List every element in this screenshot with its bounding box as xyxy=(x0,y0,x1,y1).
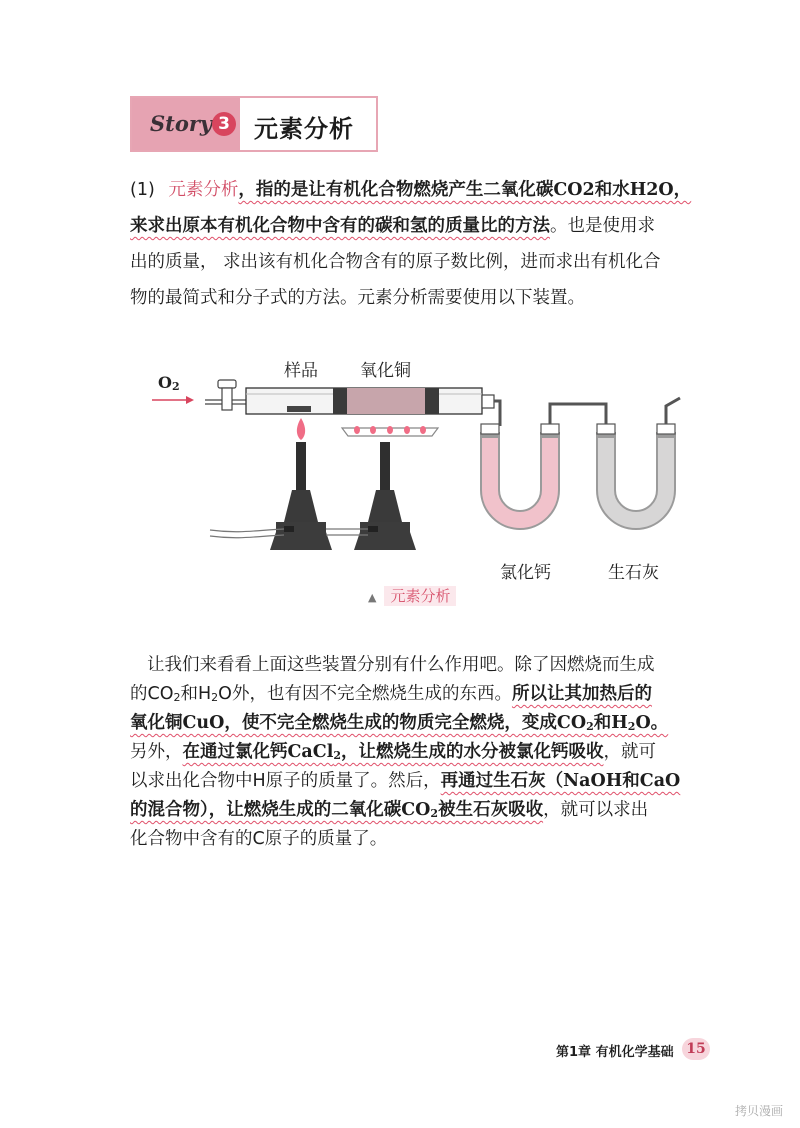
subscript: 2 xyxy=(627,720,636,733)
text-span: ，就可以求出 xyxy=(543,800,649,820)
text-span: 以求出化合物中H原子的质量了。然后， xyxy=(130,771,441,791)
cuo-label: 氧化铜 xyxy=(360,361,411,381)
underlined-text xyxy=(130,713,668,733)
underlined-text: 所以让其加热后的 xyxy=(511,684,652,704)
text-span: 的混合物），让燃烧生成的二氧化碳CO xyxy=(130,800,431,820)
underlined-definition-cont: 来求出原本有机化合物中含有的碳和氢的质量比的方法 xyxy=(130,216,550,236)
term-highlight: 元素分析 xyxy=(168,180,239,200)
text-span: 的CO xyxy=(130,684,174,704)
body-line-4 xyxy=(130,742,656,762)
body-line-5 xyxy=(130,771,680,791)
o2-label xyxy=(158,373,180,392)
subscript: 2 xyxy=(430,807,439,820)
body-line-6 xyxy=(130,800,648,820)
connecting-tube-2 xyxy=(550,404,606,424)
body-line-7: 化合物中含有的C原子的质量了。 xyxy=(130,829,388,849)
caption-triangle-icon: ▲ xyxy=(368,591,377,604)
flame-sample xyxy=(297,418,305,440)
o2-text: O xyxy=(158,373,172,392)
story-number-badge: 3 xyxy=(212,112,236,136)
sample-boat xyxy=(287,406,311,412)
item-number: (1) xyxy=(130,180,155,200)
story-label-background xyxy=(132,98,240,150)
cacl2-label: 氯化钙 xyxy=(500,563,551,583)
underlined-text xyxy=(183,742,604,762)
watermark: 拷贝漫画 xyxy=(735,1104,784,1118)
subscript: 2 xyxy=(333,749,341,762)
intro-line-3: 出的质量， 求出该有机化合物含有的原子数比例，进而求出有机化合 xyxy=(130,252,661,272)
text-span: O外，也有因不完全燃烧生成的东西。 xyxy=(218,684,512,704)
subscript: 2 xyxy=(586,720,594,733)
sample-label: 样品 xyxy=(284,361,318,381)
subscript: 2 xyxy=(173,691,181,704)
section-title: 元素分析 xyxy=(254,115,354,143)
body-line-1: 让我们来看看上面这些装置分别有什么作用吧。除了因燃烧而生成 xyxy=(147,655,655,675)
body-line-2 xyxy=(130,684,652,704)
text-span: 。也是使用求 xyxy=(550,216,655,236)
inlet-valve xyxy=(205,380,246,410)
text-span: ，就可 xyxy=(603,742,656,762)
text-span: 在通过氯化钙CaCl xyxy=(182,742,334,762)
story-header xyxy=(130,96,378,152)
burner-right xyxy=(354,442,416,550)
text-span: 和H xyxy=(593,713,628,733)
text-span: 氧化铜CuO，使不完全燃烧生成的物质完全燃烧，变成CO xyxy=(130,713,587,733)
story-word: Story xyxy=(150,111,213,136)
gas-hose xyxy=(210,529,284,532)
text-span: ，让燃烧生成的水分被氯化钙吸收 xyxy=(341,742,604,762)
intro-line-1 xyxy=(130,180,691,200)
o2-subscript: 2 xyxy=(171,380,180,393)
plug-right xyxy=(425,388,439,414)
chapter-footer: 第1章 有机化学基础 xyxy=(556,1045,674,1060)
o2-arrow-head xyxy=(186,396,194,404)
plug-left xyxy=(333,388,347,414)
underlined-text: 再通过生石灰（NaOH和CaO xyxy=(440,771,681,791)
text-span: 另外， xyxy=(130,742,183,762)
gas-hose-2 xyxy=(210,535,284,538)
text-span: 和H xyxy=(180,684,212,704)
figure-caption xyxy=(368,585,456,606)
caption-text: 元素分析 xyxy=(384,586,456,606)
text-span: 被生石灰吸收 xyxy=(438,800,544,820)
intro-line-2 xyxy=(130,216,655,236)
connecting-tube-1 xyxy=(494,401,500,426)
body-line-3 xyxy=(130,713,668,733)
tube-stopper xyxy=(482,395,494,408)
exit-tube xyxy=(666,398,680,424)
quicklime-label: 生石灰 xyxy=(608,563,659,583)
u-tube-cacl2 xyxy=(481,424,559,520)
underlined-definition: ，指的是让有机化合物燃烧产生二氧化碳CO2和水H2O， xyxy=(238,180,692,200)
burner-left xyxy=(270,442,332,550)
text-span: O。 xyxy=(635,713,669,733)
underlined-text xyxy=(130,800,543,820)
u-tube-quicklime xyxy=(597,424,675,520)
page-number: 15 xyxy=(682,1038,710,1060)
copper-oxide-packing xyxy=(338,388,430,414)
intro-line-4: 物的最简式和分子式的方法。元素分析需要使用以下装置。 xyxy=(130,288,585,308)
subscript: 2 xyxy=(211,691,219,704)
